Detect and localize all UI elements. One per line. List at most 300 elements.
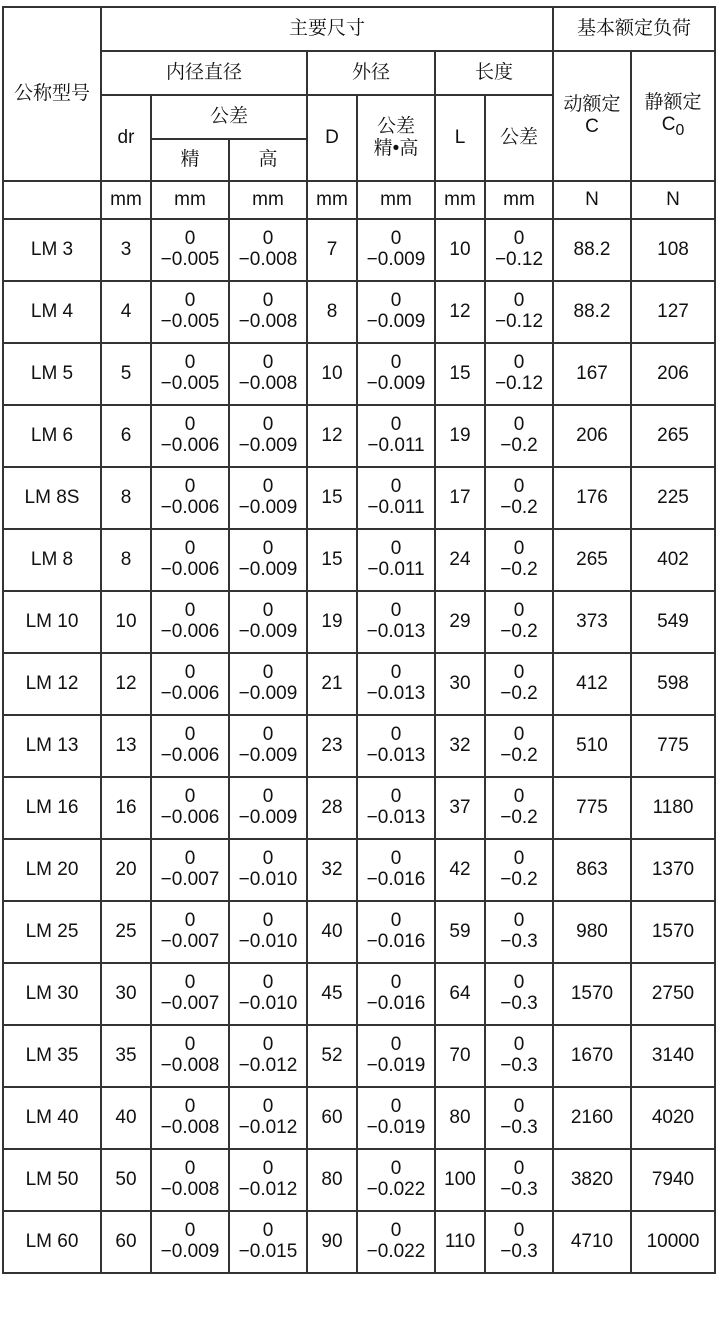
outer-tolerance-cell	[357, 467, 435, 529]
tolerance-upper: 0	[513, 1220, 525, 1242]
model-cell: LM 4	[3, 281, 101, 343]
table-row	[3, 591, 715, 653]
model-cell: LM 16	[3, 777, 101, 839]
model-cell: LM 30	[3, 963, 101, 1025]
high-tolerance-cell	[229, 405, 307, 467]
static-load-cell: 2750	[631, 963, 715, 1025]
outer-diameter-cell: 15	[307, 467, 357, 529]
tolerance-lower: −0.3	[500, 993, 538, 1014]
static-load-cell: 598	[631, 653, 715, 715]
dynamic-load-cell: 980	[553, 901, 631, 963]
dr-cell: 4	[101, 281, 151, 343]
high-tolerance-cell	[229, 839, 307, 901]
tolerance-upper: 0	[513, 1158, 525, 1180]
outer-tolerance-cell	[357, 901, 435, 963]
header-inner-tolerance: 公差	[151, 95, 307, 139]
dr-cell: 16	[101, 777, 151, 839]
tolerance-lower: −0.010	[238, 931, 298, 952]
dynamic-load-cell: 412	[553, 653, 631, 715]
bearing-dimension-table	[2, 6, 716, 1274]
static-load-cell: 1570	[631, 901, 715, 963]
length-tolerance-cell	[485, 591, 553, 653]
outer-diameter-cell: 19	[307, 591, 357, 653]
dynamic-load-cell: 863	[553, 839, 631, 901]
length-cell: 19	[435, 405, 485, 467]
table-row	[3, 405, 715, 467]
table-row	[3, 1211, 715, 1273]
high-tolerance-cell	[229, 1149, 307, 1211]
static-load-cell: 127	[631, 281, 715, 343]
precision-tolerance-cell	[151, 591, 229, 653]
dynamic-load-cell: 510	[553, 715, 631, 777]
dr-cell: 30	[101, 963, 151, 1025]
length-tolerance-cell	[485, 1149, 553, 1211]
tolerance-upper: 0	[262, 1096, 274, 1118]
tolerance-lower: −0.007	[160, 931, 220, 952]
tolerance-lower: −0.011	[367, 559, 425, 580]
outer-diameter-cell: 90	[307, 1211, 357, 1273]
precision-tolerance-cell	[151, 467, 229, 529]
tolerance-lower: −0.010	[238, 993, 298, 1014]
tolerance-upper: 0	[184, 848, 196, 870]
high-tolerance-cell	[229, 1025, 307, 1087]
length-tolerance-cell	[485, 777, 553, 839]
length-cell: 70	[435, 1025, 485, 1087]
tolerance-upper: 0	[513, 786, 525, 808]
precision-tolerance-cell	[151, 529, 229, 591]
header-L: L	[435, 95, 485, 181]
precision-tolerance-cell	[151, 777, 229, 839]
tolerance-lower: −0.011	[367, 497, 425, 518]
length-cell: 110	[435, 1211, 485, 1273]
tolerance-lower: −0.2	[500, 745, 538, 766]
tolerance-upper: 0	[184, 972, 196, 994]
outer-tolerance-cell	[357, 777, 435, 839]
table-row	[3, 963, 715, 1025]
tolerance-lower: −0.009	[366, 249, 426, 270]
static-load-cell: 775	[631, 715, 715, 777]
length-tolerance-cell	[485, 529, 553, 591]
unit-cell: mm	[151, 181, 229, 219]
tolerance-lower: −0.2	[500, 869, 538, 890]
length-cell: 80	[435, 1087, 485, 1149]
high-tolerance-cell	[229, 653, 307, 715]
length-cell: 100	[435, 1149, 485, 1211]
tolerance-upper: 0	[184, 1158, 196, 1180]
model-cell: LM 35	[3, 1025, 101, 1087]
tolerance-lower: −0.2	[500, 559, 538, 580]
precision-tolerance-cell	[151, 653, 229, 715]
outer-diameter-cell: 8	[307, 281, 357, 343]
dr-cell: 6	[101, 405, 151, 467]
length-tolerance-cell	[485, 281, 553, 343]
model-cell: LM 20	[3, 839, 101, 901]
precision-tolerance-cell	[151, 343, 229, 405]
tolerance-upper: 0	[184, 662, 196, 684]
dynamic-load-cell: 167	[553, 343, 631, 405]
tolerance-upper: 0	[184, 724, 196, 746]
tolerance-upper: 0	[184, 1220, 196, 1242]
length-tolerance-cell	[485, 963, 553, 1025]
tolerance-lower: −0.013	[366, 745, 426, 766]
outer-diameter-cell: 60	[307, 1087, 357, 1149]
tolerance-lower: −0.009	[238, 745, 298, 766]
length-cell: 17	[435, 467, 485, 529]
tolerance-lower: −0.006	[160, 683, 220, 704]
units-row	[3, 181, 715, 219]
tolerance-upper: 0	[262, 1158, 274, 1180]
dr-cell: 20	[101, 839, 151, 901]
precision-tolerance-cell	[151, 219, 229, 281]
length-tolerance-cell	[485, 343, 553, 405]
tolerance-upper: 0	[513, 724, 525, 746]
dynamic-load-cell: 775	[553, 777, 631, 839]
tolerance-upper: 0	[390, 972, 402, 994]
outer-diameter-cell: 40	[307, 901, 357, 963]
dr-cell: 35	[101, 1025, 151, 1087]
length-cell: 59	[435, 901, 485, 963]
length-tolerance-cell	[485, 219, 553, 281]
tolerance-lower: −0.009	[238, 807, 298, 828]
tolerance-upper: 0	[390, 1034, 402, 1056]
unit-cell: mm	[307, 181, 357, 219]
tolerance-upper: 0	[513, 228, 525, 250]
static-load-cell: 1180	[631, 777, 715, 839]
tolerance-upper: 0	[513, 290, 525, 312]
tolerance-upper: 0	[390, 1096, 402, 1118]
outer-tolerance-cell	[357, 405, 435, 467]
tolerance-lower: −0.3	[500, 1055, 538, 1076]
static-load-cell: 549	[631, 591, 715, 653]
length-cell: 30	[435, 653, 485, 715]
tolerance-upper: 0	[184, 786, 196, 808]
tolerance-lower: −0.012	[238, 1117, 298, 1138]
outer-diameter-cell: 52	[307, 1025, 357, 1087]
model-cell: LM 12	[3, 653, 101, 715]
tolerance-lower: −0.007	[160, 993, 220, 1014]
tolerance-lower: −0.3	[500, 1179, 538, 1200]
unit-cell: mm	[435, 181, 485, 219]
tolerance-lower: −0.006	[160, 745, 220, 766]
tolerance-lower: −0.022	[366, 1179, 426, 1200]
length-tolerance-cell	[485, 1211, 553, 1273]
tolerance-upper: 0	[262, 848, 274, 870]
model-cell: LM 13	[3, 715, 101, 777]
tolerance-upper: 0	[262, 662, 274, 684]
outer-diameter-cell: 10	[307, 343, 357, 405]
tolerance-upper: 0	[262, 352, 274, 374]
tolerance-upper: 0	[184, 414, 196, 436]
dynamic-load-cell: 176	[553, 467, 631, 529]
header-outer-diameter: 外径	[307, 51, 435, 95]
tolerance-lower: −0.006	[160, 435, 220, 456]
static-load-cell: 3140	[631, 1025, 715, 1087]
tolerance-lower: −0.016	[366, 869, 426, 890]
outer-tolerance-cell	[357, 715, 435, 777]
outer-diameter-cell: 23	[307, 715, 357, 777]
unit-cell: N	[553, 181, 631, 219]
unit-cell: mm	[357, 181, 435, 219]
model-cell: LM 6	[3, 405, 101, 467]
static-load-cell: 4020	[631, 1087, 715, 1149]
header-length-tolerance: 公差	[485, 95, 553, 181]
high-tolerance-cell	[229, 963, 307, 1025]
high-tolerance-cell	[229, 715, 307, 777]
tolerance-upper: 0	[390, 290, 402, 312]
header-precision: 精	[151, 139, 229, 181]
tolerance-lower: −0.009	[366, 373, 426, 394]
length-cell: 64	[435, 963, 485, 1025]
tolerance-lower: −0.006	[160, 497, 220, 518]
tolerance-upper: 0	[390, 662, 402, 684]
tolerance-lower: −0.3	[500, 1117, 538, 1138]
outer-tolerance-cell	[357, 529, 435, 591]
model-cell: LM 10	[3, 591, 101, 653]
tolerance-lower: −0.3	[500, 931, 538, 952]
tolerance-upper: 0	[513, 600, 525, 622]
unit-cell: mm	[101, 181, 151, 219]
table-row	[3, 777, 715, 839]
high-tolerance-cell	[229, 901, 307, 963]
high-tolerance-cell	[229, 1211, 307, 1273]
tolerance-upper: 0	[262, 910, 274, 932]
tolerance-upper: 0	[513, 662, 525, 684]
tolerance-upper: 0	[513, 1096, 525, 1118]
tolerance-lower: −0.006	[160, 807, 220, 828]
table-row	[3, 467, 715, 529]
tolerance-lower: −0.009	[238, 497, 298, 518]
tolerance-upper: 0	[262, 414, 274, 436]
header-dynamic-load: 动额定 C	[553, 51, 631, 181]
tolerance-lower: −0.009	[160, 1241, 220, 1262]
length-tolerance-cell	[485, 405, 553, 467]
tolerance-upper: 0	[262, 1220, 274, 1242]
dr-cell: 3	[101, 219, 151, 281]
precision-tolerance-cell	[151, 281, 229, 343]
tolerance-upper: 0	[390, 724, 402, 746]
tolerance-upper: 0	[513, 476, 525, 498]
high-tolerance-cell	[229, 529, 307, 591]
tolerance-upper: 0	[262, 476, 274, 498]
dr-cell: 8	[101, 467, 151, 529]
outer-tolerance-cell	[357, 1211, 435, 1273]
outer-tolerance-cell	[357, 1149, 435, 1211]
tolerance-lower: −0.008	[238, 249, 298, 270]
dr-cell: 13	[101, 715, 151, 777]
tolerance-lower: −0.009	[238, 559, 298, 580]
length-cell: 29	[435, 591, 485, 653]
unit-cell: mm	[485, 181, 553, 219]
table-row	[3, 839, 715, 901]
tolerance-lower: −0.005	[160, 311, 220, 332]
dynamic-load-cell: 3820	[553, 1149, 631, 1211]
static-load-cell: 265	[631, 405, 715, 467]
tolerance-lower: −0.011	[367, 435, 425, 456]
tolerance-upper: 0	[262, 290, 274, 312]
tolerance-lower: −0.007	[160, 869, 220, 890]
outer-tolerance-cell	[357, 219, 435, 281]
high-tolerance-cell	[229, 777, 307, 839]
tolerance-lower: −0.2	[500, 683, 538, 704]
tolerance-upper: 0	[513, 414, 525, 436]
header-model: 公称型号	[3, 7, 101, 181]
model-cell: LM 3	[3, 219, 101, 281]
tolerance-lower: −0.12	[494, 311, 544, 332]
tolerance-lower: −0.010	[238, 869, 298, 890]
tolerance-upper: 0	[513, 1034, 525, 1056]
tolerance-upper: 0	[262, 724, 274, 746]
dynamic-load-cell: 265	[553, 529, 631, 591]
precision-tolerance-cell	[151, 1211, 229, 1273]
high-tolerance-cell	[229, 591, 307, 653]
outer-tolerance-cell	[357, 653, 435, 715]
table-row	[3, 343, 715, 405]
length-cell: 15	[435, 343, 485, 405]
tolerance-upper: 0	[390, 848, 402, 870]
tolerance-lower: −0.2	[500, 807, 538, 828]
static-load-cell: 206	[631, 343, 715, 405]
tolerance-lower: −0.2	[500, 497, 538, 518]
precision-tolerance-cell	[151, 1087, 229, 1149]
dynamic-load-cell: 206	[553, 405, 631, 467]
tolerance-upper: 0	[262, 228, 274, 250]
tolerance-lower: −0.3	[500, 1241, 538, 1262]
static-load-cell: 108	[631, 219, 715, 281]
dr-cell: 25	[101, 901, 151, 963]
tolerance-upper: 0	[184, 476, 196, 498]
header-length: 长度	[435, 51, 553, 95]
tolerance-upper: 0	[390, 600, 402, 622]
table-row	[3, 653, 715, 715]
high-tolerance-cell	[229, 281, 307, 343]
length-cell: 37	[435, 777, 485, 839]
dynamic-load-cell: 88.2	[553, 219, 631, 281]
length-tolerance-cell	[485, 467, 553, 529]
outer-diameter-cell: 45	[307, 963, 357, 1025]
header-inner-diameter: 内径直径	[101, 51, 307, 95]
tolerance-lower: −0.006	[160, 621, 220, 642]
outer-diameter-cell: 80	[307, 1149, 357, 1211]
tolerance-lower: −0.022	[366, 1241, 426, 1262]
length-tolerance-cell	[485, 715, 553, 777]
tolerance-upper: 0	[390, 1220, 402, 1242]
dr-cell: 5	[101, 343, 151, 405]
high-tolerance-cell	[229, 467, 307, 529]
tolerance-lower: −0.019	[366, 1117, 426, 1138]
tolerance-lower: −0.009	[238, 683, 298, 704]
tolerance-upper: 0	[184, 228, 196, 250]
tolerance-lower: −0.013	[366, 683, 426, 704]
outer-tolerance-cell	[357, 1025, 435, 1087]
outer-diameter-cell: 7	[307, 219, 357, 281]
tolerance-lower: −0.008	[160, 1179, 220, 1200]
dr-cell: 60	[101, 1211, 151, 1273]
tolerance-lower: −0.012	[238, 1179, 298, 1200]
table-row	[3, 901, 715, 963]
tolerance-upper: 0	[513, 538, 525, 560]
outer-tolerance-cell	[357, 963, 435, 1025]
tolerance-lower: −0.008	[238, 311, 298, 332]
tolerance-upper: 0	[184, 352, 196, 374]
static-load-cell: 7940	[631, 1149, 715, 1211]
tolerance-upper: 0	[390, 228, 402, 250]
tolerance-lower: −0.016	[366, 931, 426, 952]
length-tolerance-cell	[485, 1025, 553, 1087]
tolerance-upper: 0	[513, 352, 525, 374]
tolerance-lower: −0.008	[160, 1055, 220, 1076]
units-model-blank	[3, 181, 101, 219]
tolerance-lower: −0.016	[366, 993, 426, 1014]
outer-tolerance-cell	[357, 281, 435, 343]
tolerance-upper: 0	[390, 476, 402, 498]
precision-tolerance-cell	[151, 405, 229, 467]
unit-cell: mm	[229, 181, 307, 219]
header-basic-load-rating: 基本额定负荷	[553, 7, 715, 51]
tolerance-lower: −0.009	[366, 311, 426, 332]
unit-cell: N	[631, 181, 715, 219]
header-static-load: 静额定 $C_0$	[631, 51, 715, 181]
tolerance-lower: −0.015	[238, 1241, 298, 1262]
static-load-cell: 10000	[631, 1211, 715, 1273]
tolerance-upper: 0	[390, 786, 402, 808]
header-main-dimensions: 主要尺寸	[101, 7, 553, 51]
length-tolerance-cell	[485, 839, 553, 901]
dynamic-load-cell: 373	[553, 591, 631, 653]
table-row	[3, 1087, 715, 1149]
tolerance-upper: 0	[390, 414, 402, 436]
tolerance-lower: −0.013	[366, 807, 426, 828]
tolerance-lower: −0.008	[238, 373, 298, 394]
tolerance-lower: −0.012	[238, 1055, 298, 1076]
static-load-cell: 1370	[631, 839, 715, 901]
tolerance-upper: 0	[262, 600, 274, 622]
length-tolerance-cell	[485, 901, 553, 963]
table-row	[3, 219, 715, 281]
dr-cell: 40	[101, 1087, 151, 1149]
length-cell: 12	[435, 281, 485, 343]
tolerance-upper: 0	[390, 1158, 402, 1180]
outer-tolerance-cell	[357, 839, 435, 901]
dr-cell: 8	[101, 529, 151, 591]
tolerance-lower: −0.005	[160, 249, 220, 270]
dynamic-load-cell: 1670	[553, 1025, 631, 1087]
model-cell: LM 25	[3, 901, 101, 963]
table-row	[3, 1025, 715, 1087]
tolerance-upper: 0	[184, 538, 196, 560]
tolerance-lower: −0.12	[494, 373, 544, 394]
model-cell: LM 8S	[3, 467, 101, 529]
precision-tolerance-cell	[151, 963, 229, 1025]
model-cell: LM 50	[3, 1149, 101, 1211]
model-cell: LM 5	[3, 343, 101, 405]
precision-tolerance-cell	[151, 1149, 229, 1211]
dynamic-load-cell: 2160	[553, 1087, 631, 1149]
header-outer-tolerance: 公差 精•高	[357, 95, 435, 181]
tolerance-lower: −0.2	[500, 621, 538, 642]
tolerance-lower: −0.005	[160, 373, 220, 394]
tolerance-upper: 0	[390, 538, 402, 560]
length-tolerance-cell	[485, 653, 553, 715]
tolerance-upper: 0	[262, 1034, 274, 1056]
tolerance-upper: 0	[513, 910, 525, 932]
dr-cell: 12	[101, 653, 151, 715]
tolerance-upper: 0	[262, 972, 274, 994]
tolerance-upper: 0	[262, 538, 274, 560]
table-row	[3, 1149, 715, 1211]
tolerance-upper: 0	[262, 786, 274, 808]
tolerance-lower: −0.12	[494, 249, 544, 270]
length-cell: 10	[435, 219, 485, 281]
